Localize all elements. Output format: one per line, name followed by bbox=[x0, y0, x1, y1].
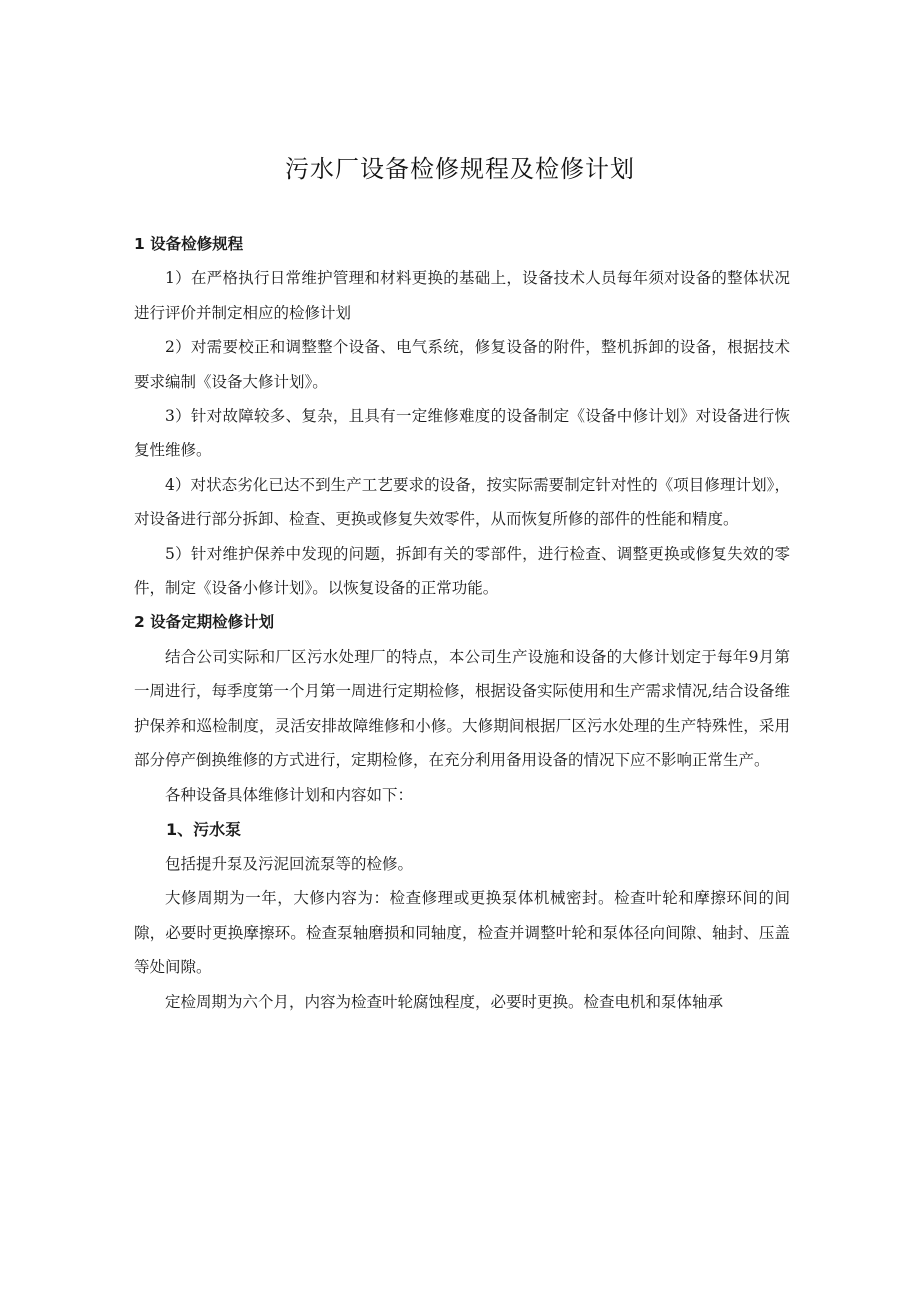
section1-paragraph-3: 3）针对故障较多、复杂，且具有一定维修难度的设备制定《设备中修计划》对设备进行恢复性维修。 bbox=[134, 407, 790, 460]
item-heading-sewage-pump: 1、污水泵 bbox=[166, 819, 242, 839]
sewage-pump-paragraph-3: 定检周期为六个月，内容为检查叶轮腐蚀程度，必要时更换。检查电机和泵体轴承 bbox=[165, 992, 724, 1011]
sewage-pump-paragraph-2: 大修周期为一年，大修内容为：检查修理或更换泵体机械密封。检查叶轮和摩擦环间的间隙，必要时更换摩擦环。检查泵轴磨损和同轴度，检查并调整叶轮和泵体径向间隙、轴封、压盖等处间隙。 bbox=[134, 889, 790, 977]
section1-paragraph-2: 2）对需要校正和调整整个设备、电气系统，修复设备的附件，整机拆卸的设备，根据技术要求编制《设备大修计划》。 bbox=[134, 338, 790, 391]
document-title: 污水厂设备检修规程及检修计划 bbox=[285, 155, 635, 183]
section2-intro-paragraph: 结合公司实际和厂区污水处理厂的特点，本公司生产设施和设备的大修计划定于每年9月第一周进行，每季度第一个月第一周进行定期检修，根据设备实际使用和生产需求情况,结合设备维护保养和巡检制度，灵活安排故障维修和小修。大修期间根据厂区污水处理的生产特殊性，采用部分停产倒换维修的方式进行，定期检修，在充分利用备用设备的情况下应不影响正常生产。 bbox=[134, 647, 790, 770]
section-heading-1: 1 设备检修规程 bbox=[134, 235, 244, 253]
section-heading-2: 2 设备定期检修计划 bbox=[134, 613, 275, 632]
section2-lead-paragraph: 各种设备具体维修计划和内容如下： bbox=[165, 785, 414, 804]
section1-paragraph-5: 5）针对维护保养中发现的问题，拆卸有关的零部件，进行检查、调整更换或修复失效的零件，制定《设备小修计划》。以恢复设备的正常功能。 bbox=[134, 544, 790, 598]
document-body bbox=[134, 227, 790, 1019]
section1-paragraph-1: 1）在严格执行日常维护管理和材料更换的基础上，设备技术人员每年须对设备的整体状况进行评价并制定相应的检修计划 bbox=[134, 269, 790, 322]
sewage-pump-paragraph-1: 包括提升泵及污泥回流泵等的检修。 bbox=[165, 854, 414, 873]
section1-paragraph-4: 4）对状态劣化已达不到生产工艺要求的设备，按实际需要制定针对性的《项目修理计划》，对设备进行部分拆卸、检查、更换或修复失效零件，从而恢复所修的部件的性能和精度。 bbox=[134, 475, 790, 529]
